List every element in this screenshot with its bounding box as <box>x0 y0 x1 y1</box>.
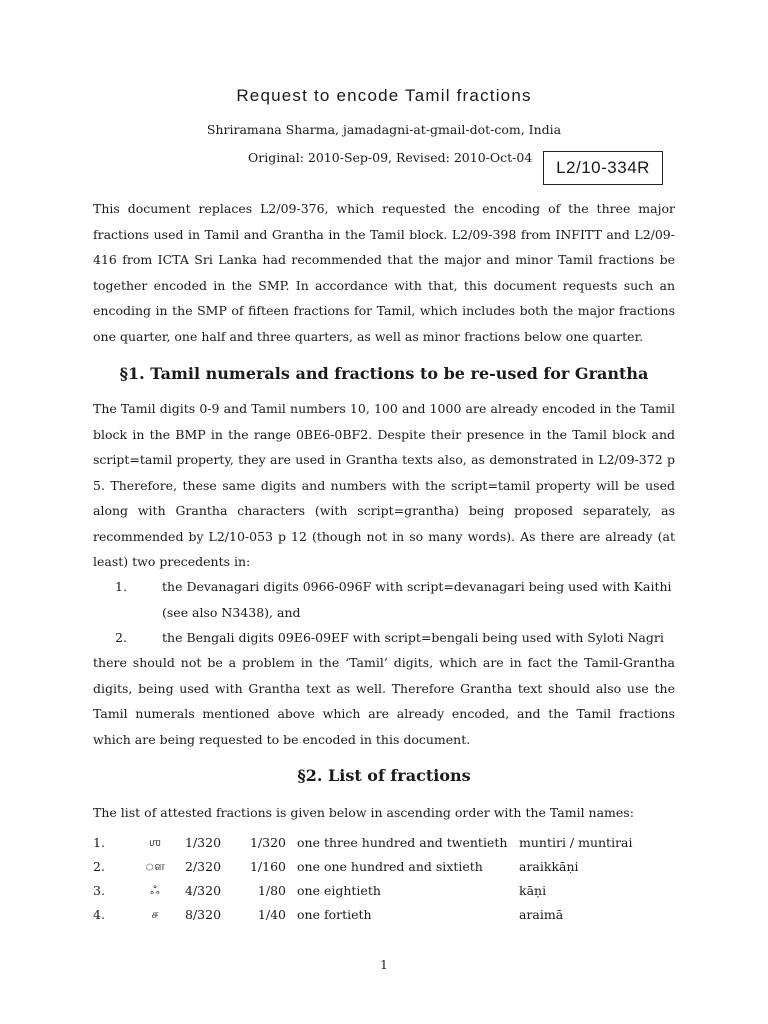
fraction-reduced: 1/80 <box>257 883 286 898</box>
section2-heading: §2. List of fractions <box>297 766 471 785</box>
section2-intro: The list of attested fractions is given below in ascending order with the Tamil names: <box>93 805 634 820</box>
fraction-index: 2. <box>93 859 105 874</box>
fraction-row <box>93 859 693 883</box>
fraction-index: 3. <box>93 883 105 898</box>
list-item-text: the Devanagari digits 0966-096F with script=devanagari being used with Kaithi (see also N3438), and <box>162 579 672 620</box>
fraction-row <box>93 883 693 907</box>
fraction-english-name: one fortieth <box>297 907 372 922</box>
fraction-english-name: one one hundred and sixtieth <box>297 859 483 874</box>
list-item-number: 1. <box>115 579 127 594</box>
author-line: Shriramana Sharma, jamadagni-at-gmail-dot-com, India <box>206 122 562 137</box>
fraction-row <box>93 835 693 859</box>
fraction-reduced: 1/320 <box>249 835 286 850</box>
fraction-index: 1. <box>93 835 105 850</box>
fraction-tamil-name: araimā <box>519 907 564 922</box>
fraction-tamil-name: kāṇi <box>519 883 547 898</box>
fraction-glyph: ௗ <box>145 859 165 873</box>
fraction-english-name: one eightieth <box>297 883 381 898</box>
fraction-glyph: ஶ <box>148 835 162 849</box>
fraction-tamil-name: araikkāṇi <box>519 859 579 874</box>
fraction-index: 4. <box>93 907 105 922</box>
fraction-value: 4/320 <box>185 883 222 898</box>
section1-paragraph: The Tamil digits 0-9 and Tamil numbers 10, 100 and 1000 are already encoded in the Tamil block in the BMP in the range 0BE6-0BF2. Despite their presence in the Tamil block and script=tamil property, they are used in Grantha texts also, as demonstrated in L2/09-372 p 5. Therefore, these same digits and numbers with the script=tamil property will be used along with Grantha characters (with script=grantha) being proposed separately, as recommended by L2/10-053 p 12 (though not in so many words). As there are already (at least) two precedents in: <box>93 401 675 569</box>
page-number: 1 <box>380 958 388 972</box>
fraction-glyph: ஃ <box>150 883 160 897</box>
fraction-value: 1/320 <box>185 835 222 850</box>
section1-heading: §1. Tamil numerals and fractions to be re-used for Grantha <box>119 364 649 383</box>
list-item-number: 2. <box>115 630 127 645</box>
fraction-row <box>93 907 693 931</box>
fraction-reduced: 1/40 <box>257 907 286 922</box>
fraction-tamil-name: muntiri / muntirai <box>519 835 633 850</box>
document-number-box: L2/10-334R <box>543 151 663 185</box>
fraction-english-name: one three hundred and twentieth <box>297 835 508 850</box>
intro-paragraph: This document replaces L2/09-376, which requested the encoding of the three major fractions used in Tamil and Grantha in the Tamil block. L2/09-398 from INFITT and L2/09-416 from ICTA Sri Lanka had recommended that the major and minor Tamil fractions be together encoded in the SMP. In accordance with that, this document requests such an encoding in the SMP of fifteen fractions for Tamil, which includes both the major fractions one quarter, one half and three quarters, as well as minor fractions below one quarter. <box>93 201 675 344</box>
section1-paragraph-continued: there should not be a problem in the ‘Tamil’ digits, which are in fact the Tamil-Grantha digits, being used with Grantha text as well. Therefore Grantha text should also use the Tamil numerals mentioned above which are already encoded, and the Tamil fractions which are being requested to be encoded in this document. <box>93 655 675 747</box>
list-item-text: the Bengali digits 09E6-09EF with script=bengali being used with Syloti Nagri <box>162 630 664 645</box>
fraction-value: 8/320 <box>185 907 222 922</box>
document-title: Request to encode Tamil fractions <box>236 86 532 105</box>
date-line: Original: 2010-Sep-09, Revised: 2010-Oct-04 <box>248 150 533 165</box>
fraction-reduced: 1/160 <box>249 859 286 874</box>
fraction-value: 2/320 <box>185 859 222 874</box>
fraction-glyph: ச <box>151 907 159 921</box>
